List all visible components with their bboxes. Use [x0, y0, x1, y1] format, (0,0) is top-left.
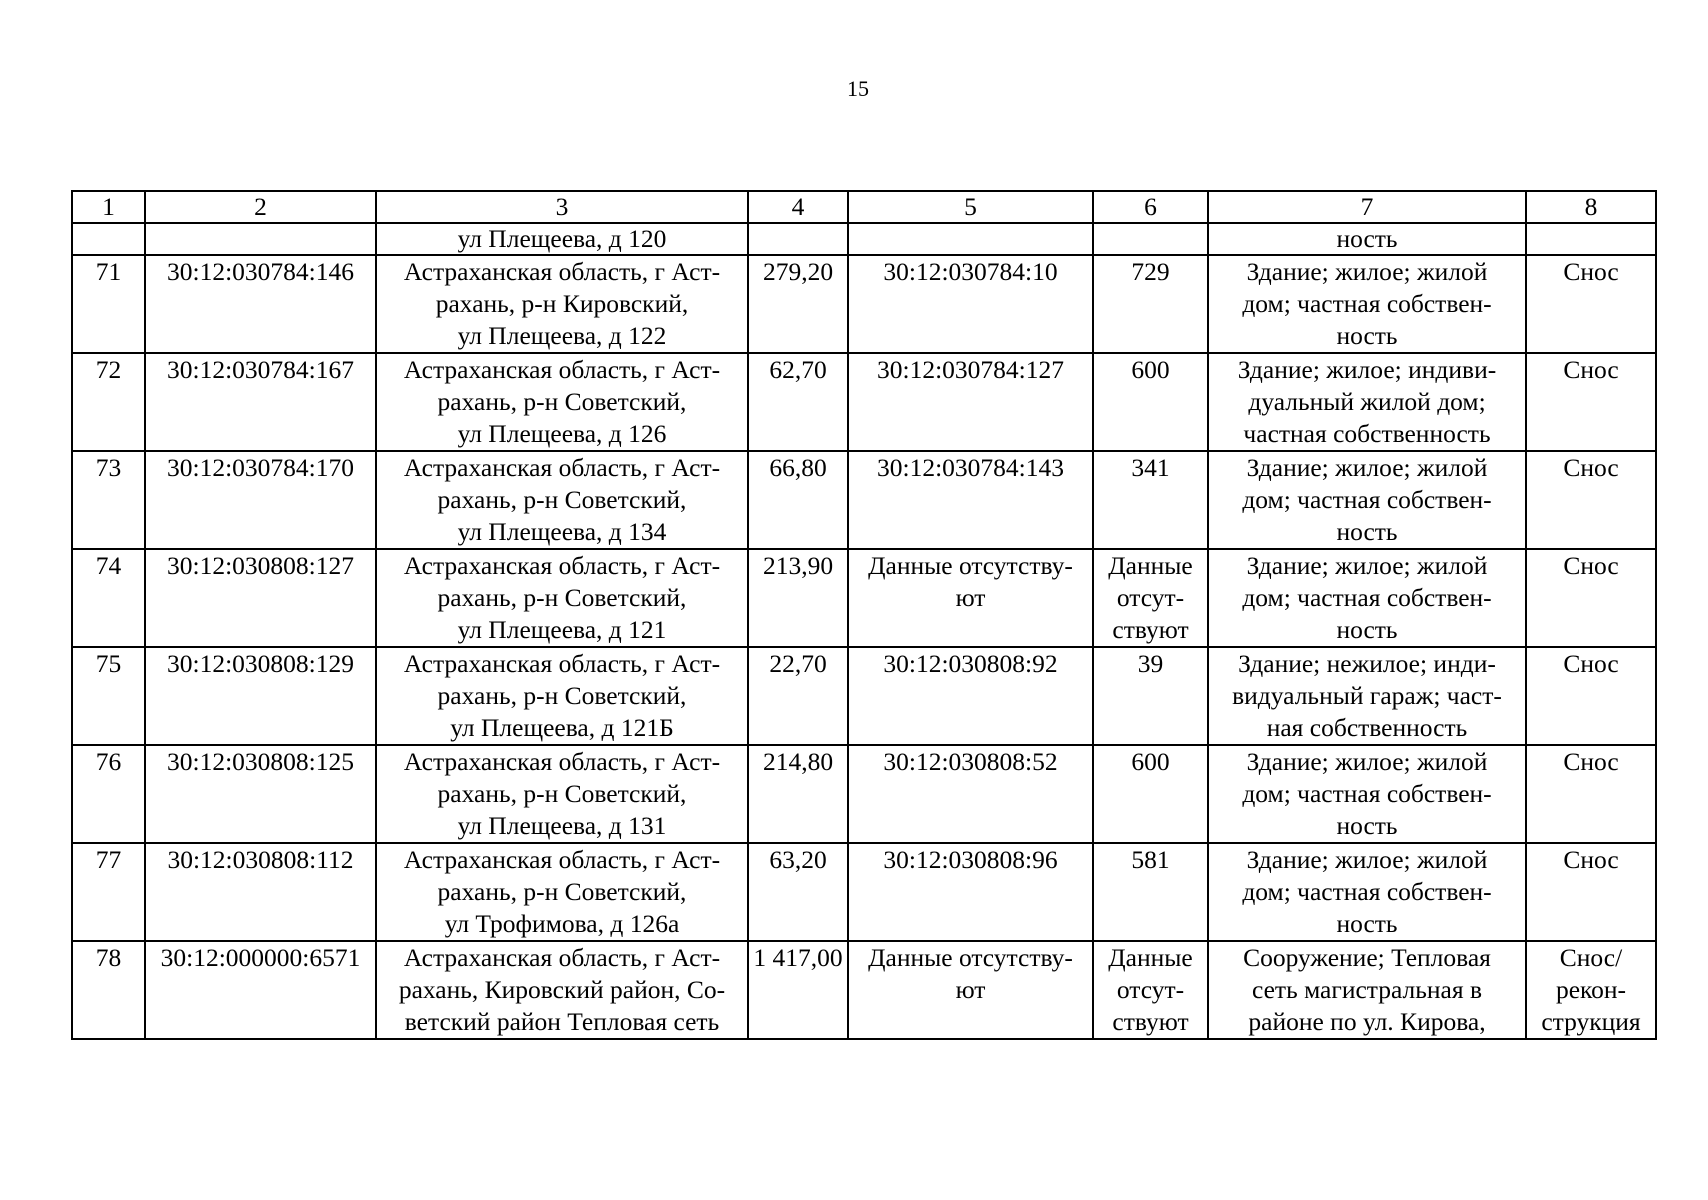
- property-registry-table: [71, 190, 1657, 1040]
- table-row: [72, 647, 1656, 745]
- cell-number: 74: [72, 549, 145, 647]
- cell-cadastral-number: 30:12:030784:170: [145, 451, 376, 549]
- header-col-1: 1: [72, 191, 145, 223]
- cell-description: Здание; жилое; индиви- дуальный жилой дом; частная собственность: [1208, 353, 1526, 451]
- cell-description: Сооружение; Тепловая сеть магистральная в районе по ул. Кирова,: [1208, 941, 1526, 1039]
- cell-description: Здание; жилое; жилой дом; частная собствен- ность: [1208, 549, 1526, 647]
- cell-area: [748, 223, 848, 255]
- table-row: [72, 745, 1656, 843]
- cell-number: 76: [72, 745, 145, 843]
- cell-land-area: 600: [1093, 353, 1208, 451]
- cell-land-area: [1093, 223, 1208, 255]
- cell-description: Здание; жилое; жилой дом; частная собствен- ность: [1208, 745, 1526, 843]
- cell-number: 71: [72, 255, 145, 353]
- cell-cadastral-number: 30:12:000000:6571: [145, 941, 376, 1039]
- cell-area: 62,70: [748, 353, 848, 451]
- cell-number: 73: [72, 451, 145, 549]
- cell-description: Здание; нежилое; инди- видуальный гараж; част- ная собственность: [1208, 647, 1526, 745]
- cell-action: Снос/ рекон- струкция: [1526, 941, 1656, 1039]
- cell-number: 72: [72, 353, 145, 451]
- cell-number: 77: [72, 843, 145, 941]
- cell-land-cadastral-number: 30:12:030808:96: [848, 843, 1093, 941]
- cell-land-area: 341: [1093, 451, 1208, 549]
- table-row: [72, 451, 1656, 549]
- cell-description: Здание; жилое; жилой дом; частная собствен- ность: [1208, 255, 1526, 353]
- table-row: [72, 255, 1656, 353]
- cell-cadastral-number: [145, 223, 376, 255]
- cell-address: Астраханская область, г Аст- рахань, р-н Советский, ул Плещеева, д 121Б: [376, 647, 748, 745]
- table-row: [72, 941, 1656, 1039]
- cell-cadastral-number: 30:12:030784:146: [145, 255, 376, 353]
- cell-action: Снос: [1526, 353, 1656, 451]
- cell-area: 66,80: [748, 451, 848, 549]
- cell-land-cadastral-number: 30:12:030784:127: [848, 353, 1093, 451]
- cell-land-cadastral-number: 30:12:030808:92: [848, 647, 1093, 745]
- cell-land-area: Данные отсут- ствуют: [1093, 549, 1208, 647]
- header-col-4: 4: [748, 191, 848, 223]
- cell-land-cadastral-number: Данные отсутству- ют: [848, 549, 1093, 647]
- cell-action: Снос: [1526, 745, 1656, 843]
- cell-land-area: 39: [1093, 647, 1208, 745]
- cell-cadastral-number: 30:12:030808:127: [145, 549, 376, 647]
- cell-land-area: Данные отсут- ствуют: [1093, 941, 1208, 1039]
- cell-area: 213,90: [748, 549, 848, 647]
- cell-address: Астраханская область, г Аст- рахань, р-н Советский, ул Плещеева, д 131: [376, 745, 748, 843]
- cell-area: 63,20: [748, 843, 848, 941]
- table-row: [72, 549, 1656, 647]
- cell-address: Астраханская область, г Аст- рахань, р-н Советский, ул Плещеева, д 121: [376, 549, 748, 647]
- cell-land-area: 581: [1093, 843, 1208, 941]
- table-row: [72, 843, 1656, 941]
- continuation-row: [72, 223, 1656, 255]
- cell-land-cadastral-number: 30:12:030784:10: [848, 255, 1093, 353]
- page-number: 15: [847, 76, 869, 101]
- cell-action: Снос: [1526, 549, 1656, 647]
- cell-land-cadastral-number: 30:12:030784:143: [848, 451, 1093, 549]
- table-row: [72, 353, 1656, 451]
- cell-cadastral-number: 30:12:030808:112: [145, 843, 376, 941]
- cell-description: Здание; жилое; жилой дом; частная собствен- ность: [1208, 843, 1526, 941]
- cell-description: ность: [1208, 223, 1526, 255]
- cell-land-cadastral-number: [848, 223, 1093, 255]
- cell-address: ул Плещеева, д 120: [376, 223, 748, 255]
- cell-address: Астраханская область, г Аст- рахань, р-н Советский, ул Трофимова, д 126а: [376, 843, 748, 941]
- cell-number: 78: [72, 941, 145, 1039]
- header-col-8: 8: [1526, 191, 1656, 223]
- cell-action: Снос: [1526, 647, 1656, 745]
- cell-action: Снос: [1526, 451, 1656, 549]
- cell-land-area: 729: [1093, 255, 1208, 353]
- cell-action: [1526, 223, 1656, 255]
- cell-description: Здание; жилое; жилой дом; частная собствен- ность: [1208, 451, 1526, 549]
- cell-cadastral-number: 30:12:030784:167: [145, 353, 376, 451]
- header-col-2: 2: [145, 191, 376, 223]
- cell-action: Снос: [1526, 255, 1656, 353]
- cell-cadastral-number: 30:12:030808:125: [145, 745, 376, 843]
- cell-land-cadastral-number: Данные отсутству- ют: [848, 941, 1093, 1039]
- header-col-5: 5: [848, 191, 1093, 223]
- cell-area: 214,80: [748, 745, 848, 843]
- header-col-6: 6: [1093, 191, 1208, 223]
- cell-address: Астраханская область, г Аст- рахань, р-н Советский, ул Плещеева, д 134: [376, 451, 748, 549]
- header-row: [72, 191, 1656, 223]
- cell-cadastral-number: 30:12:030808:129: [145, 647, 376, 745]
- cell-address: Астраханская область, г Аст- рахань, Кировский район, Со- ветский район Тепловая сеть: [376, 941, 748, 1039]
- cell-land-cadastral-number: 30:12:030808:52: [848, 745, 1093, 843]
- cell-number: [72, 223, 145, 255]
- cell-area: 279,20: [748, 255, 848, 353]
- cell-action: Снос: [1526, 843, 1656, 941]
- cell-number: 75: [72, 647, 145, 745]
- cell-area: 22,70: [748, 647, 848, 745]
- cell-address: Астраханская область, г Аст- рахань, р-н Кировский, ул Плещеева, д 122: [376, 255, 748, 353]
- header-col-3: 3: [376, 191, 748, 223]
- cell-area: 1 417,00: [748, 941, 848, 1039]
- cell-address: Астраханская область, г Аст- рахань, р-н Советский, ул Плещеева, д 126: [376, 353, 748, 451]
- header-col-7: 7: [1208, 191, 1526, 223]
- cell-land-area: 600: [1093, 745, 1208, 843]
